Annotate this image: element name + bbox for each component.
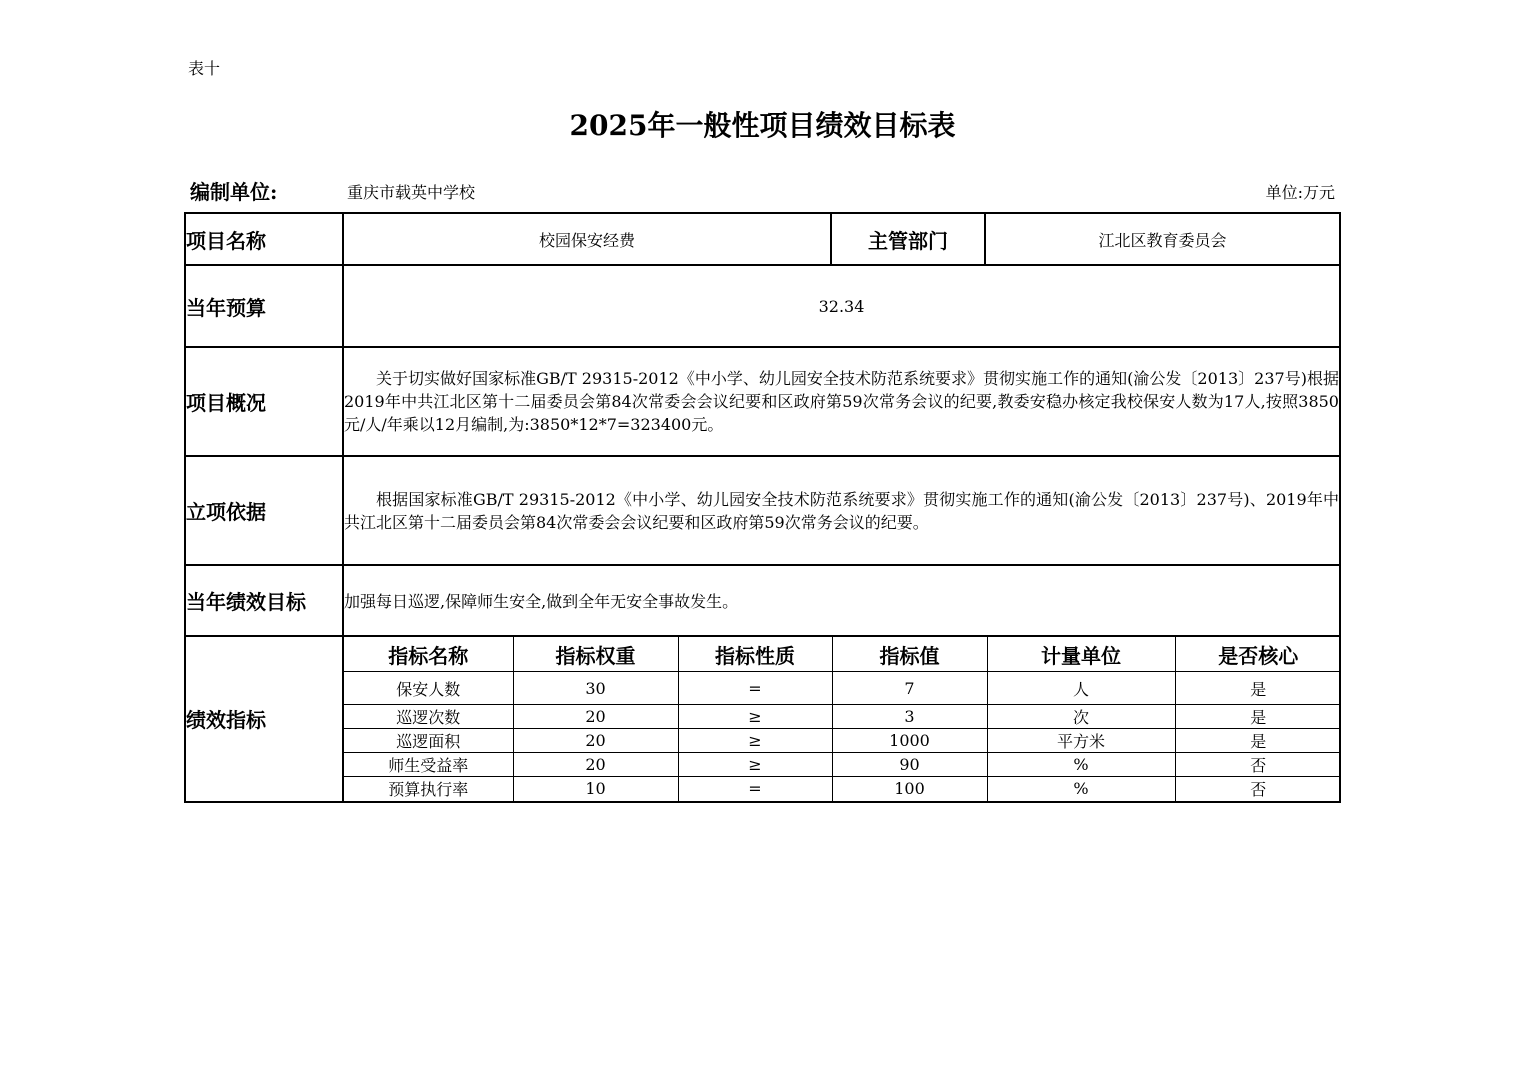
- table-number: 表十: [188, 59, 221, 78]
- project-name-row: [185, 213, 1340, 265]
- goal-text: 加强每日巡逻,保障师生安全,做到全年无安全事故发生。: [343, 565, 1340, 636]
- metric-header-unit: 计量单位: [987, 637, 1175, 672]
- metric-header-core: 是否核心: [1175, 637, 1341, 672]
- metric-header-name: 指标名称: [344, 637, 513, 672]
- metric-nature: ≥: [678, 705, 832, 729]
- metric-unit: 人: [987, 672, 1175, 705]
- metric-name: 巡逻次数: [344, 705, 513, 729]
- table-row: [344, 705, 1341, 729]
- metric-value: 100: [832, 777, 987, 801]
- metric-value: 90: [832, 753, 987, 777]
- metric-weight: 20: [513, 729, 678, 753]
- metric-value: 1000: [832, 729, 987, 753]
- metric-nature: =: [678, 672, 832, 705]
- compiling-unit-value: 重庆市载英中学校: [347, 183, 476, 202]
- metric-core: 是: [1175, 705, 1341, 729]
- overview-row: [185, 347, 1340, 456]
- performance-table: [184, 212, 1341, 803]
- budget-value: 32.34: [343, 265, 1340, 347]
- metrics-cell: [343, 636, 1340, 802]
- metric-weight: 20: [513, 705, 678, 729]
- metric-value: 3: [832, 705, 987, 729]
- metric-unit: 次: [987, 705, 1175, 729]
- metric-core: 否: [1175, 753, 1341, 777]
- metric-unit: %: [987, 777, 1175, 801]
- metric-name: 预算执行率: [344, 777, 513, 801]
- metric-nature: =: [678, 777, 832, 801]
- overview-label: 项目概况: [185, 347, 343, 456]
- goal-label: 当年绩效目标: [185, 565, 343, 636]
- table-row: [344, 729, 1341, 753]
- project-name-label: 项目名称: [185, 213, 343, 265]
- metric-weight: 20: [513, 753, 678, 777]
- department-label: 主管部门: [831, 213, 985, 265]
- basis-row: [185, 456, 1340, 565]
- department-value: 江北区教育委员会: [985, 213, 1340, 265]
- budget-row: [185, 265, 1340, 347]
- metric-nature: ≥: [678, 753, 832, 777]
- metrics-row: [185, 636, 1340, 802]
- overview-text: 关于切实做好国家标准GB/T 29315-2012《中小学、幼儿园安全技术防范系统要求》贯彻实施工作的通知(渝公发〔2013〕237号)根据2019年中共江北区第十二届委员会第84次常委会会议纪要和区政府第59次常务会议的纪要,教委安稳办核定我校保安人数为17人,按照3850元/人/年乘以12月编制,为:3850*12*7=323400元。: [343, 347, 1340, 456]
- project-name-value: 校园保安经费: [343, 213, 831, 265]
- basis-label: 立项依据: [185, 456, 343, 565]
- metric-core: 是: [1175, 729, 1341, 753]
- metric-core: 是: [1175, 672, 1341, 705]
- metric-weight: 10: [513, 777, 678, 801]
- document-title: 2025年一般性项目绩效目标表: [569, 109, 956, 142]
- currency-unit: 单位:万元: [1265, 183, 1335, 202]
- metric-name: 巡逻面积: [344, 729, 513, 753]
- metric-core: 否: [1175, 777, 1341, 801]
- metric-unit: %: [987, 753, 1175, 777]
- table-row: [344, 777, 1341, 801]
- table-row: [344, 672, 1341, 705]
- table-row: [344, 753, 1341, 777]
- budget-label: 当年预算: [185, 265, 343, 347]
- metrics-table: [344, 637, 1341, 801]
- metric-unit: 平方米: [987, 729, 1175, 753]
- metrics-header-row: [344, 637, 1341, 672]
- metric-name: 保安人数: [344, 672, 513, 705]
- basis-text: 根据国家标准GB/T 29315-2012《中小学、幼儿园安全技术防范系统要求》贯彻实施工作的通知(渝公发〔2013〕237号)、2019年中共江北区第十二届委员会第84次常委会会议纪要和区政府第59次常务会议的纪要。: [343, 456, 1340, 565]
- metric-nature: ≥: [678, 729, 832, 753]
- metric-header-weight: 指标权重: [513, 637, 678, 672]
- compiling-unit-label: 编制单位:: [190, 180, 278, 204]
- metric-value: 7: [832, 672, 987, 705]
- metrics-label: 绩效指标: [185, 636, 343, 802]
- metric-header-nature: 指标性质: [678, 637, 832, 672]
- metric-name: 师生受益率: [344, 753, 513, 777]
- goal-row: [185, 565, 1340, 636]
- metric-weight: 30: [513, 672, 678, 705]
- metric-header-value: 指标值: [832, 637, 987, 672]
